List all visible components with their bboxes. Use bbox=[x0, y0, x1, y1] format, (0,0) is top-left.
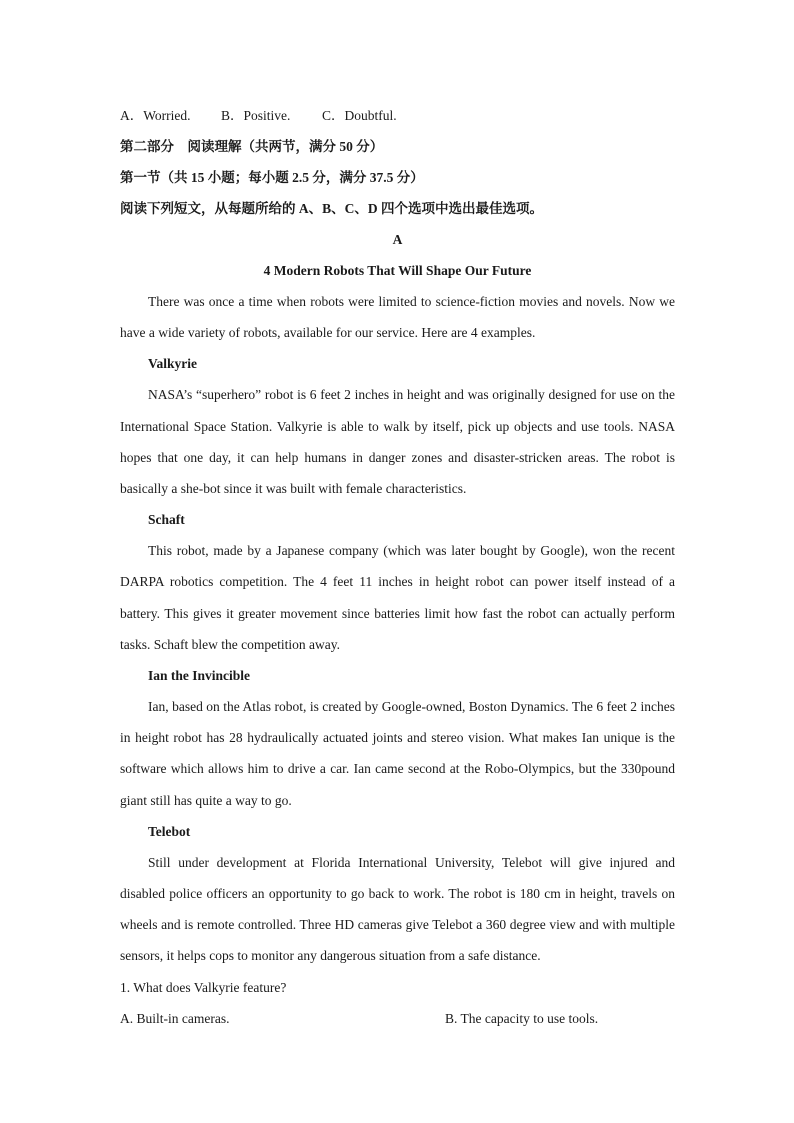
robot-name-ian: Ian the Invincible bbox=[148, 668, 251, 684]
instructions: 阅读下列短文，从每题所给的 A、B、C、D 四个选项中选出最佳选项。 bbox=[120, 201, 544, 216]
robot-name-telebot: Telebot bbox=[148, 823, 191, 839]
robot-text-valkyrie: NASA’s “superhero” robot is 6 feet 2 inches in height and was originally designed for use on the International Space Station. Valkyrie is able to walk by itself, pick up objects and use tools. NASA hopes that one day, it can help humans in danger zones and disaster-stricken areas. The robot is basically a she-bot since it was built with female characteristics. bbox=[120, 387, 675, 497]
robot-text-ian: Ian, based on the Atlas robot, is created by Google-owned, Boston Dynamics. The 6 feet 2 inches in height robot has 28 hydraulically actuated joints and stereo vision. What makes Ian unique is the software which allows him to drive a car. Ian came second at the Robo-Olympics, but the 330pound giant still has quite a way to go. bbox=[120, 699, 675, 808]
passage-letter: A bbox=[392, 232, 403, 247]
robot-name-schaft: Schaft bbox=[148, 512, 185, 528]
robot-name-valkyrie: Valkyrie bbox=[148, 356, 198, 372]
option-a: A．Worried. bbox=[120, 108, 191, 123]
question-1-option-b: B. The capacity to use tools. bbox=[445, 1010, 599, 1026]
robot-text-schaft: This robot, made by a Japanese company (which was later bought by Google), won the recent DARPA robotics competition. The 4 feet 11 inches in height robot can power itself instead of a battery. This gives it greater movement since batteries limit how fast the robot can actually perform tasks. Schaft blew the competition away. bbox=[120, 543, 675, 652]
passage-intro: There was once a time when robots were limited to science-fiction movies and novels. Now we have a wide variety of robots, available for our service. Here are 4 examples. bbox=[120, 294, 675, 341]
robot-text-telebot: Still under development at Florida International University, Telebot will give injured and disabled police officers an opportunity to go back to work. The robot is 180 cm in height, travels on wheels and is remote controlled. Three HD cameras give Telebot a 360 degree view and with multiple sensors, it helps cops to monitor any dangerous situation from a safe distance. bbox=[120, 854, 675, 964]
option-b: B．Positive. bbox=[221, 108, 291, 123]
section-heading: 第二部分 阅读理解（共两节，满分 50 分） bbox=[120, 139, 384, 154]
option-c: C．Doubtful. bbox=[322, 108, 397, 123]
subsection-heading: 第一节（共 15 小题；每小题 2.5 分，满分 37.5 分） bbox=[120, 170, 424, 185]
question-1-option-a: A. Built-in cameras. bbox=[120, 1010, 230, 1026]
question-1-stem: 1. What does Valkyrie feature? bbox=[120, 979, 287, 995]
question-1-options bbox=[120, 1003, 675, 1034]
passage-title: 4 Modern Robots That Will Shape Our Future bbox=[263, 263, 532, 278]
previous-question-options bbox=[120, 100, 675, 131]
page-content bbox=[120, 100, 675, 1034]
